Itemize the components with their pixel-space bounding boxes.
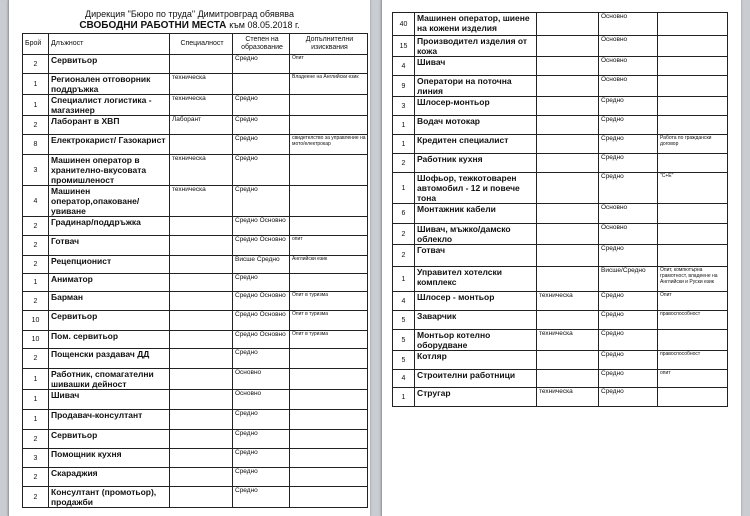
cell-requirements: Владеене на Английски език [290,74,368,95]
cell-specialty: техническа [170,74,233,95]
cell-job: Продавач-консултант [49,410,170,430]
cell-count: 2 [23,217,49,236]
cell-specialty [170,331,233,349]
cell-count: 2 [23,116,49,135]
cell-job: Шивач [49,390,170,410]
cell-specialty [537,267,599,292]
cell-count: 1 [393,135,415,154]
cell-job: Шлосер - монтьор [415,292,537,311]
cell-job: Работник, спомагателни шивашки дейност [49,369,170,390]
table-body-2 [393,13,728,407]
cell-count: 2 [23,468,49,487]
cell-specialty [170,217,233,236]
cell-requirements [658,204,728,224]
announcement-line: Дирекция "Бюро по труда" Димитровград обявява [85,9,294,19]
cell-requirements [290,349,368,369]
cell-job: Готвач [49,236,170,256]
cell-specialty [170,468,233,487]
cell-specialty [170,274,233,292]
cell-education: Средно [233,186,290,217]
cell-job: Сервитьор [49,311,170,331]
table-row [393,173,728,204]
cell-job: Заварчик [415,311,537,330]
table-row [23,292,368,311]
cell-specialty [537,13,599,36]
cell-job: Шофьор, тежкотоварен автомобил - 12 и повече тона [415,173,537,204]
cell-count: 3 [23,449,49,468]
cell-requirements: правоспособност [658,311,728,330]
cell-education: Средно [233,430,290,449]
col-count: Брой [23,34,49,55]
cell-count: 2 [393,154,415,173]
cell-job: Монтьор котелно оборудване [415,330,537,351]
cell-job: Машинен оператор,опаковане/ увиване [49,186,170,217]
table-header-row [23,34,368,55]
cell-specialty [537,370,599,388]
table-row [23,116,368,135]
table-row [23,186,368,217]
cell-specialty [170,487,233,508]
cell-education: Средно [599,351,658,370]
cell-job: Шлосер-монтьор [415,97,537,116]
table-row [23,430,368,449]
table-row [393,76,728,97]
cell-job: Работник кухня [415,154,537,173]
cell-job: Пощенски раздавач ДД [49,349,170,369]
table-row [23,410,368,430]
table-row [393,154,728,173]
col-requirements: Допълнителни изисквания [290,34,368,55]
cell-requirements [658,57,728,76]
table-row [393,267,728,292]
cell-count: 9 [393,76,415,97]
cell-specialty: Лаборант [170,116,233,135]
cell-count: 1 [23,369,49,390]
cell-requirements [658,154,728,173]
cell-education: Основно [599,13,658,36]
cell-requirements [658,36,728,57]
cell-specialty [170,369,233,390]
cell-requirements [658,224,728,245]
table-row [23,349,368,369]
cell-job: Шивач, мъжко/дамско облекло [415,224,537,245]
cell-education: Средно [599,173,658,204]
cell-specialty [537,204,599,224]
cell-requirements [290,449,368,468]
cell-specialty [170,292,233,311]
table-row [393,311,728,330]
cell-requirements: Опит [290,55,368,74]
title-date: към 08.05.2018 г. [229,20,300,30]
cell-count: 2 [23,349,49,369]
table-row [23,236,368,256]
cell-requirements [290,217,368,236]
cell-count: 2 [23,292,49,311]
cell-requirements [658,388,728,407]
cell-requirements [290,390,368,410]
cell-requirements [658,13,728,36]
table-row [393,388,728,407]
cell-specialty [537,351,599,370]
cell-requirements [658,76,728,97]
cell-education: Средно Основно [233,292,290,311]
cell-job: Консултант (промотьор), продажби [49,487,170,508]
cell-job: Сервитьор [49,430,170,449]
cell-job: Електрокарист/ Газокарист [49,135,170,155]
cell-job: Лаборант в ХВП [49,116,170,135]
cell-specialty [170,349,233,369]
sheet-page-2 [381,0,741,516]
cell-specialty [170,236,233,256]
cell-requirements: Опит в туризма [290,331,368,349]
table-row [23,135,368,155]
table-row [23,468,368,487]
cell-education: Основно [599,36,658,57]
table-row [393,13,728,36]
cell-count: 10 [23,331,49,349]
cell-requirements [658,116,728,135]
table-row [393,57,728,76]
cell-job: Шивач [415,57,537,76]
cell-education: Основно [599,204,658,224]
vacancies-table-1 [22,33,368,508]
table-row [23,95,368,116]
cell-specialty [537,245,599,267]
cell-education: Средно [599,154,658,173]
cell-requirements [290,410,368,430]
cell-education: Средно [599,330,658,351]
cell-count: 1 [23,95,49,116]
cell-education: Средно [599,370,658,388]
cell-education: Средно [599,116,658,135]
cell-specialty [170,55,233,74]
cell-job: Машинен оператор, шиене на кожени изделия [415,13,537,36]
vacancies-table-2 [392,12,728,407]
cell-count: 2 [23,236,49,256]
cell-count: 1 [393,116,415,135]
cell-education: Средно [599,97,658,116]
cell-count: 3 [393,97,415,116]
table-row [23,155,368,186]
table-row [393,204,728,224]
cell-specialty: техническа [170,155,233,186]
col-education: Степен на образование [233,34,290,55]
cell-specialty [170,311,233,331]
cell-count: 40 [393,13,415,36]
cell-specialty [537,97,599,116]
cell-education: Средно [233,116,290,135]
table-row [23,449,368,468]
table-body-1 [23,55,368,508]
table-row [393,36,728,57]
cell-requirements: Опит, компютърна грамотност, владеене на Английски и Руски език [658,267,728,292]
title-text: СВОБОДНИ РАБОТНИ МЕСТА [79,20,227,31]
table-row [23,369,368,390]
cell-education: Средно [599,388,658,407]
cell-count: 2 [23,430,49,449]
cell-requirements [290,369,368,390]
cell-count: 2 [393,224,415,245]
cell-specialty: техническа [170,95,233,116]
cell-specialty [170,390,233,410]
cell-education: Средно [599,245,658,267]
cell-specialty [170,135,233,155]
cell-requirements [290,116,368,135]
cell-job: Монтажник кабели [415,204,537,224]
table-row [393,292,728,311]
table-row [23,331,368,349]
cell-education: Средно [233,487,290,508]
cell-education: Средно [233,155,290,186]
cell-job: Барман [49,292,170,311]
cell-job: Готвач [415,245,537,267]
cell-education: Средно [233,349,290,369]
table-row [393,330,728,351]
table-row [23,390,368,410]
cell-job: Регионален отговорник поддръжка [49,74,170,95]
cell-count: 8 [23,135,49,155]
cell-job: Производител изделия от кожа [415,36,537,57]
cell-requirements: Опит в туризма [290,311,368,331]
cell-count: 2 [23,256,49,274]
table-row [23,74,368,95]
table-row [23,274,368,292]
cell-count: 2 [23,487,49,508]
cell-count: 1 [393,267,415,292]
cell-count: 4 [393,57,415,76]
cell-requirements [290,186,368,217]
cell-requirements: Опит [658,292,728,311]
cell-specialty: техническа [537,292,599,311]
cell-specialty [537,116,599,135]
cell-requirements [658,97,728,116]
cell-requirements: Английски език [290,256,368,274]
cell-job: Котляр [415,351,537,370]
table-row [393,351,728,370]
cell-specialty [537,311,599,330]
cell-count: 6 [393,204,415,224]
cell-specialty [537,173,599,204]
cell-education: Висше/Средно [599,267,658,292]
table-row [393,370,728,388]
cell-job: Строителни работници [415,370,537,388]
cell-requirements: свидетелство за управление на мото/електрокар [290,135,368,155]
cell-count: 5 [393,311,415,330]
cell-count: 1 [23,274,49,292]
table-row [393,224,728,245]
cell-count: 3 [23,155,49,186]
table-row [393,245,728,267]
table-row [23,55,368,74]
cell-job: Рецепционист [49,256,170,274]
cell-requirements [290,430,368,449]
cell-count: 4 [393,370,415,388]
cell-specialty [170,256,233,274]
cell-job: Сервитьор [49,55,170,74]
cell-requirements [658,245,728,267]
cell-education: Основно [233,390,290,410]
cell-specialty [537,76,599,97]
cell-specialty [170,410,233,430]
cell-count: 10 [23,311,49,331]
cell-education: Средно [599,135,658,154]
cell-count: 1 [393,388,415,407]
cell-specialty [170,449,233,468]
cell-education: Средно [233,55,290,74]
cell-count: 15 [393,36,415,57]
cell-job: Градинар/поддръжка [49,217,170,236]
cell-education: Основно [233,369,290,390]
cell-requirements [290,487,368,508]
cell-requirements [290,468,368,487]
cell-education [233,74,290,95]
cell-count: 1 [393,173,415,204]
table-row [23,487,368,508]
cell-education: Средно [233,95,290,116]
cell-specialty: техническа [537,388,599,407]
cell-specialty [537,135,599,154]
cell-requirements: "С+Е" [658,173,728,204]
cell-requirements: Опит в туризма [290,292,368,311]
cell-count: 1 [23,74,49,95]
cell-requirements [290,274,368,292]
cell-education: Средно Основно [233,217,290,236]
cell-education: Висше Средно [233,256,290,274]
cell-education: Основно [599,76,658,97]
cell-education: Средно [233,449,290,468]
cell-count: 1 [23,410,49,430]
cell-count: 2 [23,55,49,74]
cell-job: Аниматор [49,274,170,292]
col-specialty: Специалност [170,34,233,55]
cell-job: Помощник кухня [49,449,170,468]
cell-specialty: техническа [537,330,599,351]
cell-specialty [537,36,599,57]
cell-count: 4 [23,186,49,217]
cell-requirements: Работа по граждански договор [658,135,728,154]
cell-job: Машинен оператор в хранително-вкусовата промишленост [49,155,170,186]
table-row [23,311,368,331]
cell-education: Средно Основно [233,236,290,256]
cell-job: Скараджия [49,468,170,487]
cell-job: Водач мотокар [415,116,537,135]
cell-specialty [537,154,599,173]
cell-count: 4 [393,292,415,311]
cell-job: Специалист логистика - магазинер [49,95,170,116]
cell-education: Средно Основно [233,311,290,331]
col-job: Длъжност [49,34,170,55]
cell-education: Средно Основно [233,331,290,349]
cell-education: Основно [599,57,658,76]
cell-education: Средно [233,274,290,292]
cell-education: Средно [233,468,290,487]
cell-requirements: опит [290,236,368,256]
cell-job: Оператори на поточна линия [415,76,537,97]
table-row [23,217,368,236]
cell-requirements [658,330,728,351]
cell-job: Управител хотелски комплекс [415,267,537,292]
cell-count: 5 [393,351,415,370]
page-title [9,19,370,32]
table-row [23,256,368,274]
cell-specialty [537,57,599,76]
cell-requirements [290,95,368,116]
cell-requirements: правоспособност [658,351,728,370]
cell-specialty [170,430,233,449]
table-row [393,116,728,135]
cell-education: Средно [233,135,290,155]
cell-count: 1 [23,390,49,410]
cell-count: 2 [393,245,415,267]
cell-requirements [290,155,368,186]
table-row [393,135,728,154]
cell-job: Кредитен специалист [415,135,537,154]
cell-job: Пом. сервитьор [49,331,170,349]
cell-education: Средно [233,410,290,430]
cell-count: 5 [393,330,415,351]
cell-education: Средно [599,311,658,330]
cell-education: Средно [599,292,658,311]
cell-education: Основно [599,224,658,245]
table-row [393,97,728,116]
sheet-page-1 [8,0,370,516]
cell-specialty [537,224,599,245]
cell-specialty: техническа [170,186,233,217]
cell-requirements: опит [658,370,728,388]
cell-job: Стругар [415,388,537,407]
